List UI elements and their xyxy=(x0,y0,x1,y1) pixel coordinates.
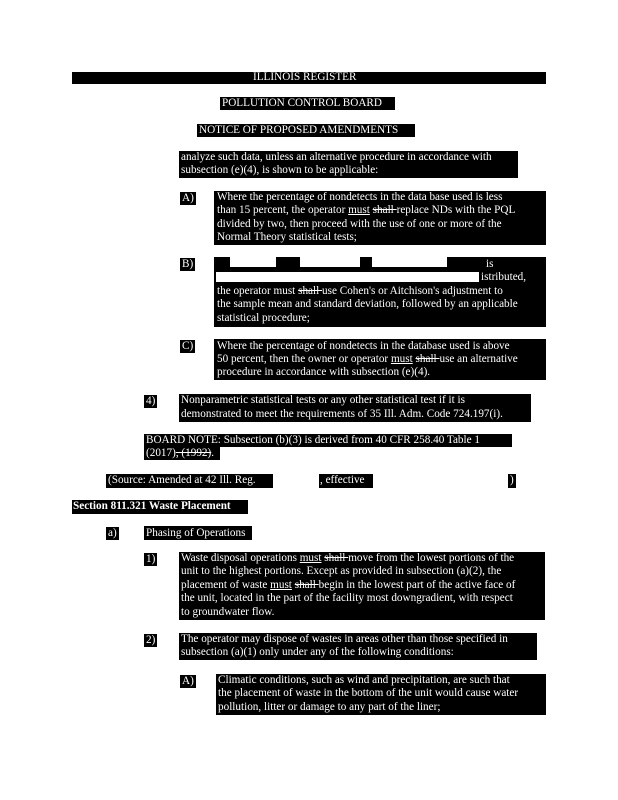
item-2a-line-3: pollution, litter or damage to any part of the liner; xyxy=(218,701,441,713)
item-c-label: C) xyxy=(182,340,194,352)
source-text-1: (Source: Amended at 42 Ill. Reg. xyxy=(108,474,256,486)
item-2-line-2: subsection (a)(1) only under any of the following conditions: xyxy=(181,646,454,658)
intro-line-2: subsection (e)(4), is shown to be applicable: xyxy=(181,164,379,176)
item-2a-label: A) xyxy=(182,675,194,687)
item-a-line-4: Normal Theory statistical tests; xyxy=(217,231,357,243)
item-4-line-2: demonstrated to meet the requirements of 35 Ill. Adm. Code 724.197(i). xyxy=(181,408,503,420)
board-note-line-2: (2017), (1992). xyxy=(146,447,215,459)
item-1-line-5: to groundwater flow. xyxy=(181,606,275,618)
item-4-label: 4) xyxy=(146,395,156,407)
item-1-line-2: unit to the highest portions. Except as provided in subsection (a)(2), the xyxy=(181,565,502,577)
redacted-gap-2 xyxy=(300,257,360,267)
item-a-line-3: divided by two, then proceed with the use of one or more of the xyxy=(217,218,502,230)
item-1-line-3: placement of waste must shall begin in the lowest part of the active face of xyxy=(181,579,516,591)
item-b-line-2: istributed, xyxy=(481,271,527,283)
item-b-line-4: the sample mean and standard deviation, followed by an applicable xyxy=(217,298,518,310)
item-b-line-3: the operator must shall use Cohen's or Aitchison's adjustment to xyxy=(217,285,503,297)
item-a-label: A) xyxy=(182,192,194,204)
item-2a-line-2: the placement of waste in the bottom of the unit would cause water xyxy=(218,687,519,699)
section-heading: Section 811.321 Waste Placement xyxy=(73,500,231,512)
item-a-line-2: than 15 percent, the operator must shall replace NDs with the PQL xyxy=(217,204,516,216)
item-2-label: 2) xyxy=(146,634,156,646)
intro-line-1: analyze such data, unless an alternative procedure in accordance with xyxy=(181,151,492,163)
item-a-line-1: Where the percentage of nondetects in the data base used is less xyxy=(217,191,503,203)
subsection-a-title: Phasing of Operations xyxy=(146,527,246,539)
notice-title: NOTICE OF PROPOSED AMENDMENTS xyxy=(199,124,399,136)
redacted-strip xyxy=(216,272,479,282)
source-text-3: ) xyxy=(510,474,514,486)
source-text-2: , effective xyxy=(320,474,365,486)
item-1-line-1: Waste disposal operations must shall move from the lowest portions of the xyxy=(181,552,515,564)
item-c-line-3: procedure in accordance with subsection (e)(4). xyxy=(217,366,431,378)
item-c-line-2: 50 percent, then the owner or operator must shall use an alternative xyxy=(217,353,518,365)
item-b-line-1: is xyxy=(486,258,494,270)
board-title: POLLUTION CONTROL BOARD xyxy=(222,97,382,109)
redacted-gap-3 xyxy=(372,257,447,267)
redacted-gap-1 xyxy=(230,257,276,267)
item-1-label: 1) xyxy=(146,553,156,565)
board-note-line-1: BOARD NOTE: Subsection (b)(3) is derived from 40 CFR 258.40 Table 1 xyxy=(146,434,480,446)
register-title: ILLINOIS REGISTER xyxy=(253,71,357,83)
item-b-label: B) xyxy=(182,258,194,270)
item-2-line-1: The operator may dispose of wastes in areas other than those specified in xyxy=(181,633,508,645)
item-1-line-4: the unit, located in the part of the facility most downgradient, with respect xyxy=(181,592,513,604)
item-c-line-1: Where the percentage of nondetects in the database used is above xyxy=(217,340,510,352)
item-2a-line-1: Climatic conditions, such as wind and precipitation, are such that xyxy=(218,674,510,686)
item-b-line-5: statistical procedure; xyxy=(217,312,310,324)
subsection-a-label: a) xyxy=(108,527,117,539)
item-4-line-1: Nonparametric statistical tests or any other statistical test if it is xyxy=(181,394,465,406)
